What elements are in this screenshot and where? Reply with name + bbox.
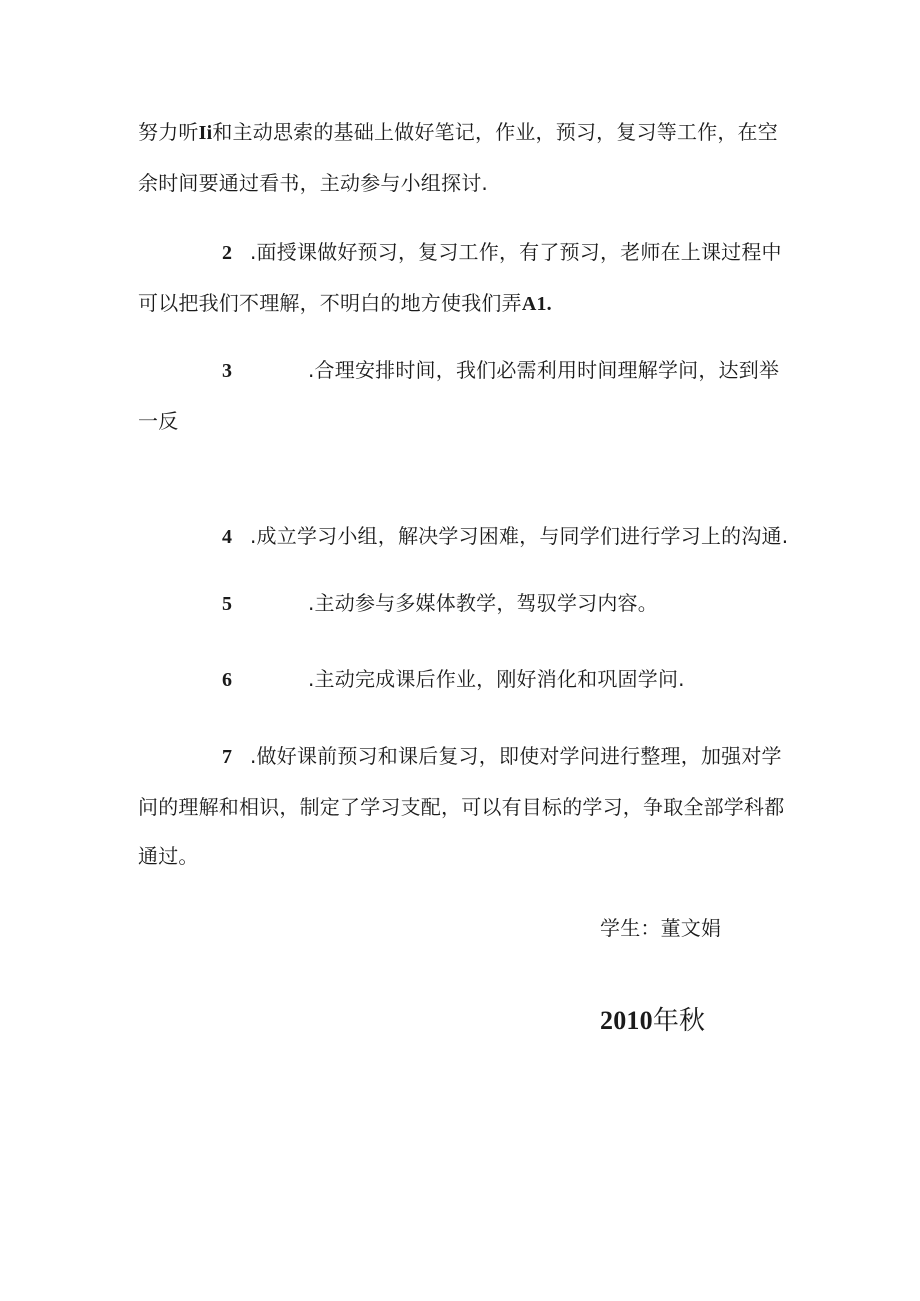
item3-line1 bbox=[222, 356, 779, 385]
item2-line2 bbox=[138, 289, 552, 318]
para0-line1-b: Ii bbox=[198, 122, 213, 144]
item7-line2: 问的理解和相识，制定了学习支配，可以有目标的学习，争取全部学科都 bbox=[138, 795, 785, 819]
signature-year: 2010 bbox=[600, 1006, 653, 1035]
item2-line1 bbox=[222, 238, 782, 267]
item6-text: .主动完成课后作业，刚好消化和巩固学问. bbox=[308, 667, 685, 691]
item4-line1 bbox=[222, 522, 788, 551]
item7-text: .做好课前预习和课后复习，即使对学问进行整理，加强对学 bbox=[250, 744, 782, 768]
item3-number: 3 bbox=[222, 360, 233, 382]
item2-number: 2 bbox=[222, 242, 233, 264]
item7-line1 bbox=[222, 742, 782, 771]
student-signature: 学生：董文娟 bbox=[600, 916, 722, 940]
para0-line1-c: 和主动思索的基础上做好笔记，作业，预习，复习等工作，在空 bbox=[212, 120, 778, 144]
item7-number: 7 bbox=[222, 746, 233, 768]
item7-line3: 通过。 bbox=[138, 844, 199, 868]
item5-line1 bbox=[222, 589, 658, 618]
item2-line2-a: 可以把我们不理解，不明白的地方使我们弄 bbox=[138, 291, 522, 315]
para0-line1 bbox=[138, 118, 778, 147]
item6-line1 bbox=[222, 665, 685, 694]
item4-number: 4 bbox=[222, 526, 233, 548]
para0-line2: 余时间要通过看书，主动参与小组探讨. bbox=[138, 171, 488, 195]
signature-season: 年秋 bbox=[652, 1006, 706, 1036]
para0-line1-a: 努力听 bbox=[138, 120, 199, 144]
item2-line2-b: A1. bbox=[521, 293, 552, 315]
item3-line2: 一反 bbox=[138, 409, 179, 433]
item3-text: .合理安排时间，我们必需利用时间理解学问，达到举 bbox=[308, 358, 780, 382]
item5-text: .主动参与多媒体教学，驾驭学习内容。 bbox=[308, 591, 658, 615]
item5-number: 5 bbox=[222, 593, 233, 615]
item4-text: .成立学习小组，解决学习困难，与同学们进行学习上的沟通. bbox=[250, 524, 789, 548]
signature-date bbox=[600, 1004, 705, 1039]
item6-number: 6 bbox=[222, 669, 233, 691]
item2-text: .面授课做好预习，复习工作，有了预习，老师在上课过程中 bbox=[250, 240, 782, 264]
